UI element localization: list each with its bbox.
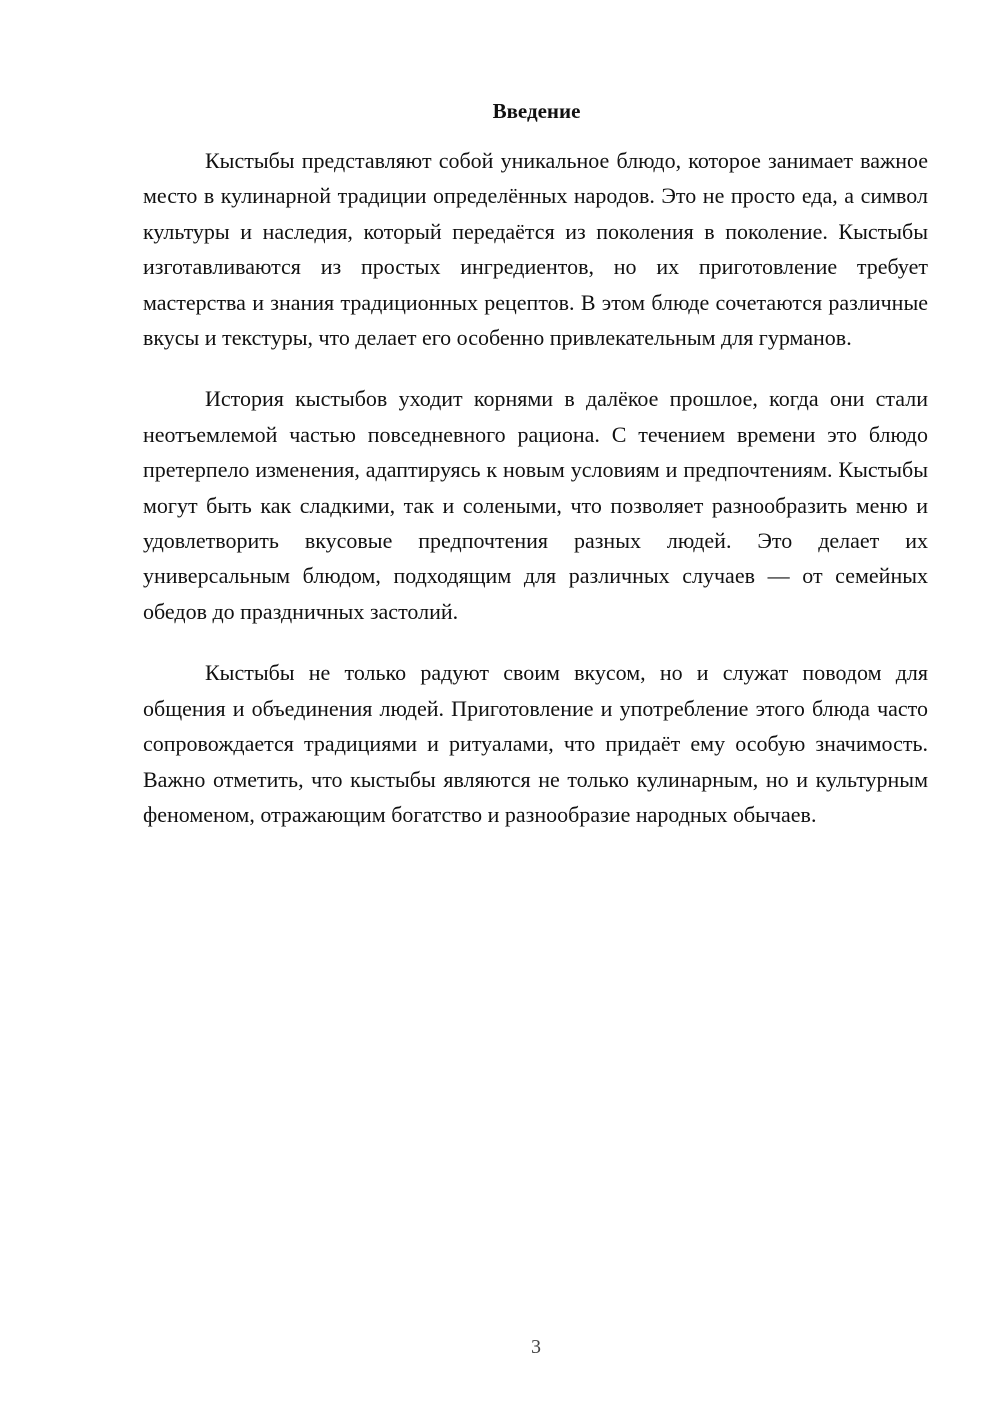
page-number: 3 — [531, 1336, 541, 1358]
paragraph-intro: Кыстыбы представляют собой уникальное блюдо, которое занимает важное место в кулинарной традиции определённых народов. Это не просто еда, а символ культуры и наследия, который передаётся из поколения в поколение. Кыстыбы изготавливаются из простых ингредиентов, но их приготовление требует мастерства и знания традиционных рецептов. В этом блюде сочетаются различные вкусы и текстуры, что делает его особенно привлекательным для гурманов. — [143, 148, 928, 351]
page-content — [143, 96, 928, 858]
paragraph-culture: Кыстыбы не только радуют своим вкусом, но и служат поводом для общения и объединения людей. Приготовление и употребление этого блюда часто сопровождается традициями и ритуалами, что придаёт ему особую значимость. Важно отметить, что кыстыбы являются не только кулинарным, но и культурным феноменом, отражающим богатство и разнообразие народных обычаев. — [143, 660, 928, 827]
section-title: Введение — [492, 99, 581, 123]
paragraph-history: История кыстыбов уходит корнями в далёкое прошлое, когда они стали неотъемлемой частью повседневного рациона. С течением времени это блюдо претерпело изменения, адаптируясь к новым условиям и предпочтениям. Кыстыбы могут быть как сладкими, так и солеными, что позволяет разнообразить меню и удовлетворить вкусовые предпочтения разных людей. Это делает их универсальным блюдом, подходящим для различных случаев — от семейных обедов до праздничных застолий. — [143, 386, 928, 624]
